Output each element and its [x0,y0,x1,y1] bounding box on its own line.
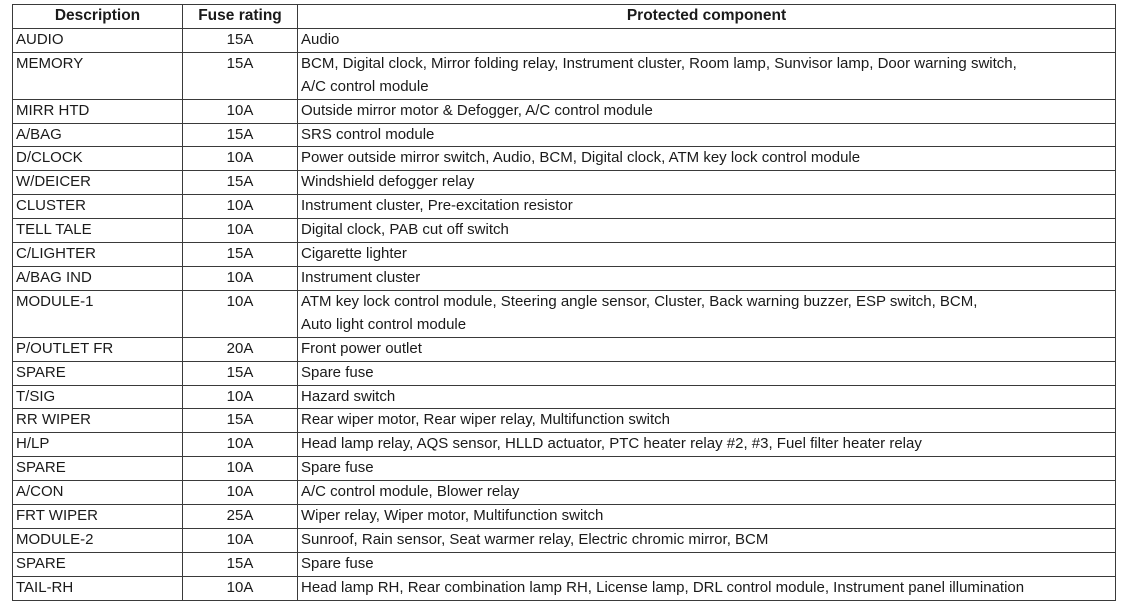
protected-component-cell [298,528,1116,552]
protected-component-line: Audio [301,30,340,48]
protected-component-cell [298,28,1116,52]
protected-component-line: Auto light control module [301,315,467,333]
fuse-rating-cell: 10A [183,528,298,552]
table-row [13,243,1116,267]
fuse-description-cell: MODULE-2 [13,528,183,552]
protected-component-cell [298,552,1116,576]
protected-component-cell [298,457,1116,481]
table-row [13,409,1116,433]
fuse-description-cell: SPARE [13,457,183,481]
fuse-description-cell: W/DEICER [13,171,183,195]
fuse-description-cell: RR WIPER [13,409,183,433]
fuse-description-cell: FRT WIPER [13,505,183,529]
protected-component-cell [298,337,1116,361]
fuse-rating-cell: 15A [183,171,298,195]
fuse-rating-cell: 10A [183,433,298,457]
protected-component-cell [298,433,1116,457]
protected-component-cell [298,576,1116,600]
fuse-rating-cell: 10A [183,576,298,600]
protected-component-line: Front power outlet [301,339,422,357]
protected-component-line: Sunroof, Rain sensor, Seat warmer relay, Electric chromic mirror, BCM [301,530,769,548]
table-body [13,28,1116,600]
table-row [13,266,1116,290]
fuse-rating-cell: 20A [183,337,298,361]
fuse-description-cell: AUDIO [13,28,183,52]
protected-component-line: Head lamp RH, Rear combination lamp RH, License lamp, DRL control module, Instrument panel illumination [301,578,1025,596]
fuse-rating-cell: 15A [183,552,298,576]
protected-component-line: Spare fuse [301,459,374,477]
protected-component-line: Hazard switch [301,387,396,405]
protected-component-line: Wiper relay, Wiper motor, Multifunction switch [301,507,604,525]
fuse-rating-cell: 15A [183,28,298,52]
table-header-row [13,5,1116,29]
table-row [13,361,1116,385]
protected-component-line: Instrument cluster, Pre-excitation resistor [301,197,573,215]
fuse-rating-cell: 10A [183,195,298,219]
fuse-description-cell: MIRR HTD [13,99,183,123]
fuse-rating-cell: 15A [183,243,298,267]
protected-component-cell [298,290,1116,337]
protected-component-line: Outside mirror motor & Defogger, A/C control module [301,101,653,119]
table-row [13,123,1116,147]
protected-component-line: Spare fuse [301,554,374,572]
protected-component-line: Windshield defogger relay [301,173,475,191]
protected-component-cell [298,195,1116,219]
protected-component-cell [298,52,1116,99]
protected-component-cell [298,123,1116,147]
table-row [13,171,1116,195]
protected-component-cell [298,409,1116,433]
table-row [13,457,1116,481]
fuse-rating-cell: 10A [183,147,298,171]
protected-component-line: Spare fuse [301,363,374,381]
protected-component-cell [298,219,1116,243]
protected-component-cell [298,171,1116,195]
protected-component-line: Power outside mirror switch, Audio, BCM, Digital clock, ATM key lock control module [301,149,861,167]
table-row [13,147,1116,171]
fuse-description-cell: H/LP [13,433,183,457]
fuse-description-cell: CLUSTER [13,195,183,219]
column-header-protected-component: Protected component [298,5,1116,29]
protected-component-line: Head lamp relay, AQS sensor, HLLD actuator, PTC heater relay #2, #3, Fuel filter heater relay [301,435,922,453]
fuse-rating-cell: 10A [183,457,298,481]
table-row [13,528,1116,552]
fuse-description-cell: T/SIG [13,385,183,409]
column-header-fuse-rating: Fuse rating [183,5,298,29]
fuse-rating-cell: 10A [183,219,298,243]
table-row [13,481,1116,505]
table-row [13,219,1116,243]
fuse-description-cell: A/BAG IND [13,266,183,290]
fuse-rating-cell: 10A [183,481,298,505]
protected-component-cell [298,481,1116,505]
fuse-description-cell: MODULE-1 [13,290,183,337]
protected-component-cell [298,361,1116,385]
table-row [13,337,1116,361]
protected-component-cell [298,99,1116,123]
fuse-description-cell: A/CON [13,481,183,505]
protected-component-cell [298,243,1116,267]
table-row [13,290,1116,337]
fuse-description-cell: P/OUTLET FR [13,337,183,361]
fuse-rating-cell: 15A [183,123,298,147]
fuse-rating-cell: 25A [183,505,298,529]
table-row [13,195,1116,219]
table-row [13,505,1116,529]
table-row [13,385,1116,409]
fuse-description-cell: MEMORY [13,52,183,99]
protected-component-cell [298,505,1116,529]
protected-component-line: SRS control module [301,125,435,143]
protected-component-line: Rear wiper motor, Rear wiper relay, Multifunction switch [301,411,671,429]
fuse-rating-cell: 10A [183,385,298,409]
protected-component-line: Digital clock, PAB cut off switch [301,221,509,239]
fuse-rating-cell: 10A [183,266,298,290]
fuse-description-cell: TAIL-RH [13,576,183,600]
fuse-rating-cell: 15A [183,361,298,385]
fuse-description-cell: SPARE [13,361,183,385]
fuse-description-cell: TELL TALE [13,219,183,243]
fuse-description-cell: A/BAG [13,123,183,147]
fuse-rating-cell: 15A [183,52,298,99]
table-row [13,552,1116,576]
fuse-table [12,4,1116,601]
fuse-rating-cell: 10A [183,290,298,337]
protected-component-cell [298,385,1116,409]
table-row [13,433,1116,457]
table-row [13,52,1116,99]
protected-component-line: ATM key lock control module, Steering angle sensor, Cluster, Back warning buzzer, ESP switch, BCM, [301,292,978,310]
table-row [13,28,1116,52]
protected-component-line: Instrument cluster [301,268,421,286]
fuse-description-cell: C/LIGHTER [13,243,183,267]
table-row [13,99,1116,123]
protected-component-line: BCM, Digital clock, Mirror folding relay, Instrument cluster, Room lamp, Sunvisor lamp, Door warning switch, [301,54,1017,72]
fuse-description-cell: D/CLOCK [13,147,183,171]
protected-component-cell [298,147,1116,171]
protected-component-line: Cigarette lighter [301,245,407,263]
protected-component-cell [298,266,1116,290]
column-header-description: Description [13,5,183,29]
fuse-rating-cell: 15A [183,409,298,433]
protected-component-line: A/C control module, Blower relay [301,483,520,501]
fuse-description-cell: SPARE [13,552,183,576]
table-row [13,576,1116,600]
protected-component-line: A/C control module [301,77,429,95]
fuse-rating-cell: 10A [183,99,298,123]
